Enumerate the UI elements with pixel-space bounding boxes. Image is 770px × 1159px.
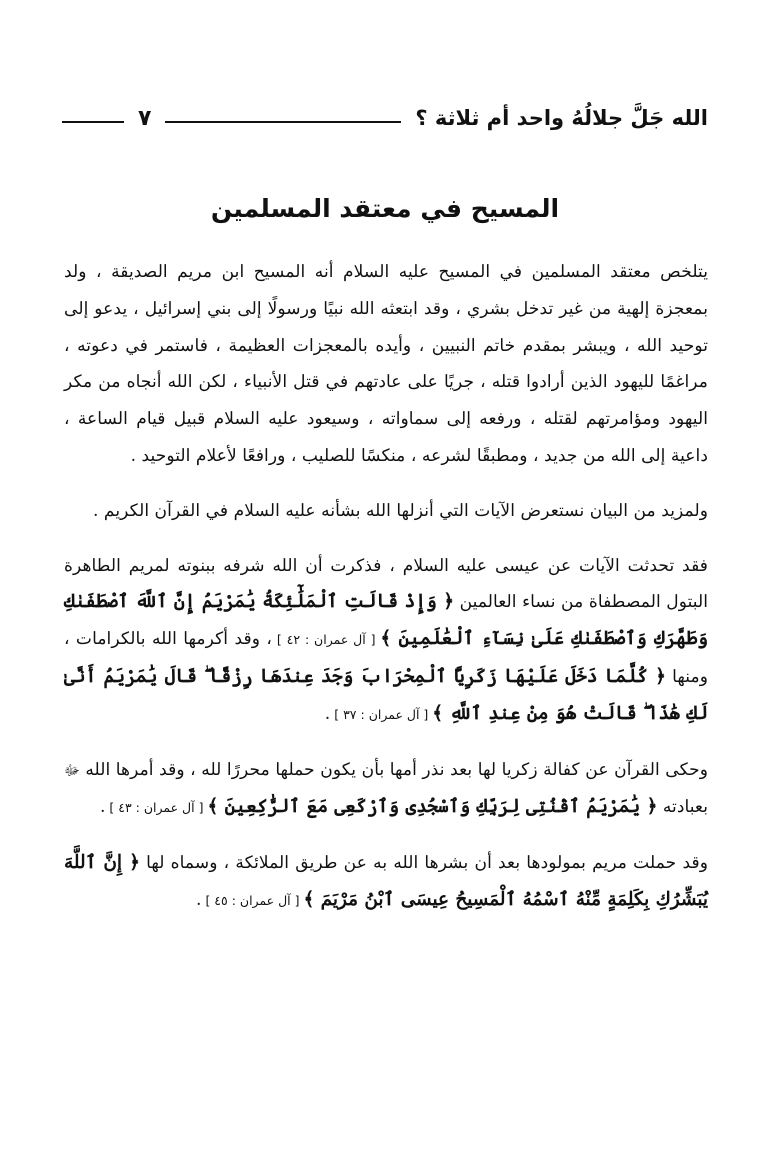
paragraph-text: بعبادته xyxy=(657,797,708,818)
honorific-glyph: ﷻ xyxy=(64,762,80,779)
quran-verse: ﴿ كُلَّمَا دَخَلَ عَلَيْهَا زَكَرِيَّا ٱلْمِحْرَابَ وَجَدَ عِندَهَا رِزْقًا ۖ قَالَ يَٰمَرْيَمُ أَنَّىٰ لَكِ هَٰذَا ۖ قَالَتْ هُوَ مِنْ عِندِ ٱللَّهِ ﴾ xyxy=(64,665,708,724)
quran-verse: ﴿ وَإِذْ قَالَتِ ٱلْمَلَٰٓئِكَةُ يَٰمَرْيَمُ إِنَّ ٱللَّهَ ٱصْطَفَىٰكِ وَطَهَّرَكِ وَٱصْطَفَىٰكِ عَلَىٰ نِسَآءِ ٱلْعَٰلَمِينَ ﴾ xyxy=(64,591,708,650)
section-title: المسيح في معتقد المسلمين xyxy=(210,194,560,223)
quran-verse: ﴿ إِنَّ ٱللَّهَ يُبَشِّرُكِ بِكَلِمَةٍ مِّنْهُ ٱسْمُهُ ٱلْمَسِيحُ عِيسَى ٱبْنُ مَرْيَمَ ﴾ xyxy=(64,852,708,910)
paragraph-text: وحكى القرآن عن كفالة زكريا لها بعد نذر أمها بأن يكون حملها محررًا لله ، وقد أمرها الله xyxy=(79,759,708,780)
verse-reference: [ آل عمران : ٤٣ ] xyxy=(105,800,208,816)
verse-reference: [ آل عمران : ٣٧ ] xyxy=(330,706,433,722)
paragraph-text: فقد تحدثت الآيات عن عيسى عليه السلام ، فذكرت أن الله شرفه ببنوته لمريم الطاهرة البتول المصطفاة من نساء العالمين xyxy=(64,555,708,613)
paragraph-text: . xyxy=(324,703,331,724)
paragraph-1: يتلخص معتقد المسلمين في المسيح عليه السلام أنه المسيح ابن مريم الصديقة ، ولد بمعجزة إلهية من غير تدخل بشري ، وقد ابتعثه الله نبيًا ورسولًا إلى بني إسرائيل ، يدعو إلى توحيد الله ، ويبشر بمقدم خاتم النبيين ، وأيده بالمعجزات العظيمة ، فاستمر في دعوته ، مراغمًا لليهود الذين أرادوا قتله ، جريًا على عادتهم في قتل الأنبياء ، لكن الله أنجاه من مكر اليهود ومؤامرتهم لقتله ، ورفعه إلى سماواته ، وسيعود عليه السلام قبيل قيام الساعة ، داعية إلى الله من جديد ، ومطبقًا لشرعه ، منكسًا للصليب ، ورافعًا لأعلام التوحيد . xyxy=(64,262,708,466)
paragraph-2: ولمزيد من البيان نستعرض الآيات التي أنزلها الله بشأنه عليه السلام في القرآن الكريم . xyxy=(92,500,708,521)
paragraph-text: وقد حملت مريم بمولودها بعد أن بشرها الله به عن طريق الملائكة ، وسماه لها xyxy=(139,853,708,874)
paragraph-4 xyxy=(64,752,708,828)
body-text xyxy=(64,254,708,920)
quran-verse: ﴿ يَٰمَرْيَمُ ٱقْنُتِى لِرَبِّكِ وَٱسْجُدِى وَٱرْكَعِى مَعَ ٱلرَّٰكِعِينَ ﴾ xyxy=(207,796,658,818)
verse-reference: [ آل عمران : ٤٥ ] xyxy=(201,892,304,908)
paragraph-5 xyxy=(64,845,708,920)
paragraph-text: ، وقد أكرمها الله بالكرامات ، ومنها xyxy=(64,629,708,687)
page-number: ٧ xyxy=(138,105,152,131)
paragraph-text: . xyxy=(196,889,202,910)
paragraph-3 xyxy=(64,548,708,734)
running-title: الله جَلَّ جلالُهُ واحد أم ثلاثة ؟ xyxy=(415,106,708,130)
page-header xyxy=(62,98,708,138)
verse-reference: [ آل عمران : ٤٢ ] xyxy=(271,632,381,648)
header-rule xyxy=(165,121,401,123)
header-rule-short xyxy=(62,121,124,123)
paragraph-text: . xyxy=(99,797,106,818)
